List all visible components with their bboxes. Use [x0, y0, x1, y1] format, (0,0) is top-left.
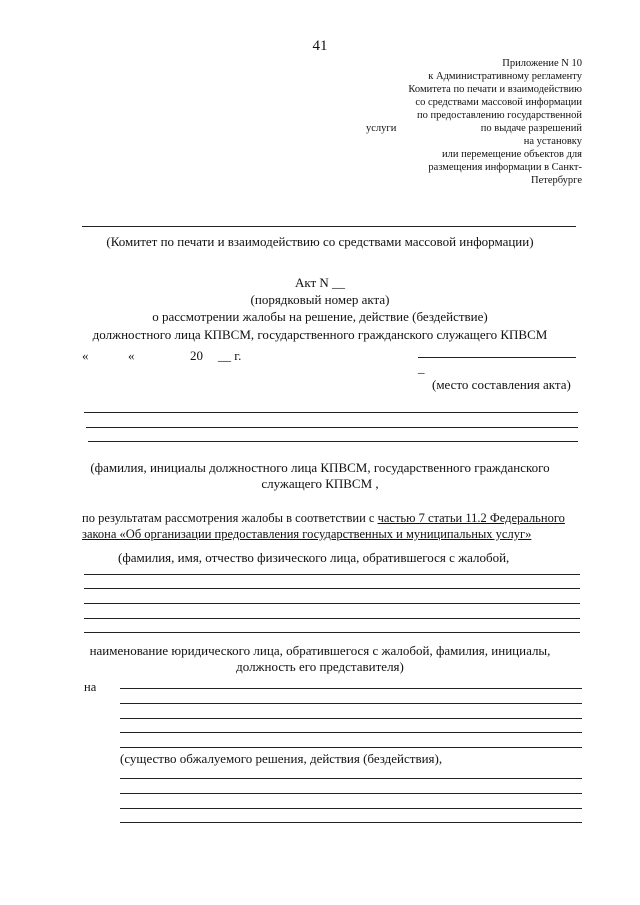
appendix-line: к Административному регламенту	[428, 71, 582, 82]
committee-blank-line	[82, 226, 576, 227]
committee-caption: (Комитет по печати и взаимодействию со средствами массовой информации)	[106, 234, 534, 249]
applicant-blank-line	[84, 618, 580, 619]
appendix-line: Петербурге	[530, 175, 582, 186]
date-year-suffix: __ г.	[218, 348, 242, 363]
applicant-blank-line	[84, 574, 580, 575]
act-subject-line-2: должностного лица КПВСМ, государственного гражданского служащего КПВСМ	[92, 327, 548, 342]
appeal-blank-line	[120, 718, 582, 719]
na-label: на	[84, 680, 97, 694]
appendix-usluga-right: по выдаче разрешений	[480, 123, 582, 134]
essence-caption: (существо обжалуемого решения, действия (бездействия),	[120, 751, 443, 766]
results-line-1	[82, 511, 565, 526]
official-blank-line	[86, 427, 578, 428]
appendix-line: или перемещение объектов для	[442, 149, 582, 160]
legal-entity-caption-line-2: должность его представителя)	[236, 659, 404, 674]
appeal-blank-line	[120, 703, 582, 704]
page-number: 41	[312, 38, 328, 54]
date-year-prefix: 20	[190, 348, 203, 363]
act-title: Акт N __	[294, 275, 346, 290]
results-line-2	[82, 527, 531, 542]
essence-blank-line	[120, 793, 582, 794]
place-caption: (место составления акта)	[432, 377, 571, 392]
appendix-line: Приложение N 10	[502, 58, 582, 69]
applicant-blank-line	[84, 632, 580, 633]
appendix-usluga-line	[352, 122, 582, 135]
act-subject-line-1: о рассмотрении жалобы на решение, действие (бездействие)	[152, 309, 488, 324]
essence-blank-line	[120, 822, 582, 823]
official-caption-line-1: (фамилия, инициалы должностного лица КПВСМ, государственного гражданского	[90, 460, 550, 475]
appeal-blank-line	[120, 747, 582, 748]
appendix-header	[352, 57, 582, 187]
appendix-line: Комитета по печати и взаимодействию	[408, 84, 582, 95]
results-prefix: по результатам рассмотрения жалобы в соответствии с	[82, 511, 378, 525]
date-quote-close: «	[128, 348, 135, 363]
place-dash: _	[418, 360, 425, 375]
official-caption-line-2: служащего КПВСМ ,	[261, 476, 379, 491]
place-blank-line	[418, 357, 576, 358]
physical-person-caption: (фамилия, имя, отчество физического лица, обратившегося с жалобой,	[118, 550, 510, 565]
applicant-blank-line	[84, 588, 580, 589]
date-quote-open: «	[82, 348, 89, 363]
essence-blank-line	[120, 778, 582, 779]
appendix-line: по предоставлению государственной	[416, 110, 582, 121]
act-number-caption: (порядковый номер акта)	[250, 292, 390, 307]
appendix-usluga-left: услуги	[366, 123, 397, 134]
applicant-blank-line	[84, 603, 580, 604]
appeal-blank-line	[120, 732, 582, 733]
law-name-link[interactable]: закона «Об организации предоставления государственных и муниципальных услуг»	[82, 527, 532, 541]
appeal-blank-line	[120, 688, 582, 689]
appendix-line: со средствами массовой информации	[415, 97, 582, 108]
appendix-line: размещения информации в Санкт-	[428, 162, 582, 173]
official-blank-line	[84, 412, 578, 413]
essence-blank-line	[120, 808, 582, 809]
legal-entity-caption-line-1: наименование юридического лица, обратившегося с жалобой, фамилия, инициалы,	[89, 643, 551, 658]
official-blank-line	[88, 441, 578, 442]
appendix-line: на установку	[523, 136, 582, 147]
law-reference-link[interactable]: частью 7 статьи 11.2 Федерального	[377, 511, 565, 525]
